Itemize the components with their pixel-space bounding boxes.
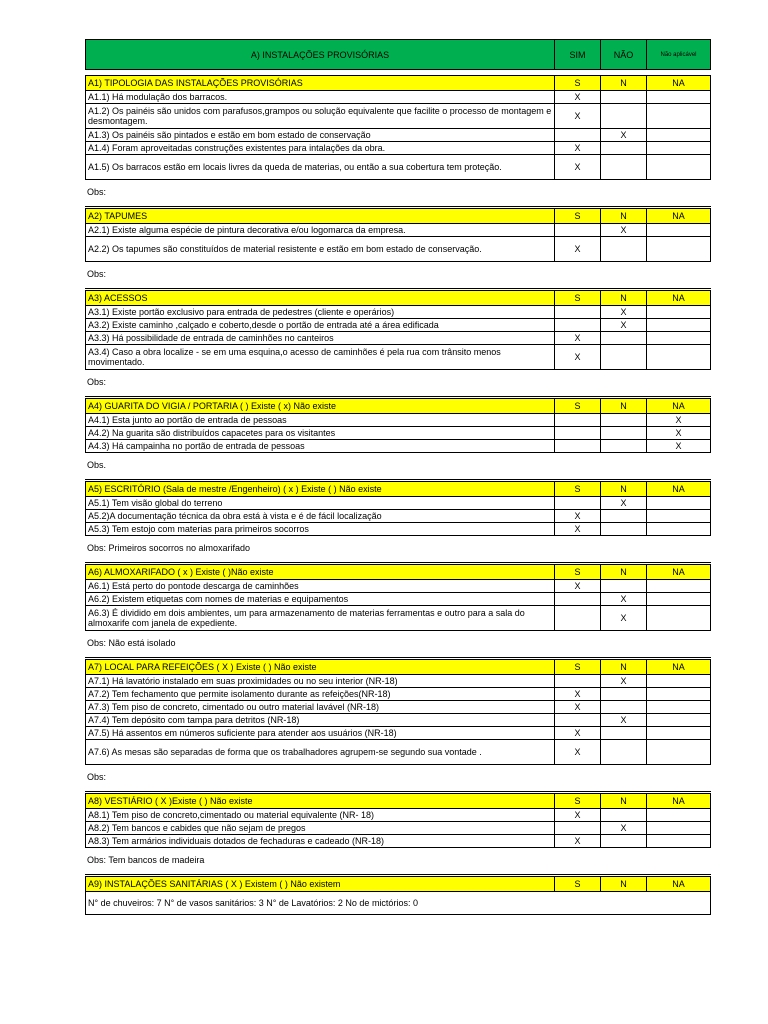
checklist-item-text: A1.4) Foram aproveitadas construções existentes para intalações da obra. (86, 142, 555, 155)
section-title: A8) VESTIÁRIO ( X )Existe ( ) Não existe (86, 793, 555, 809)
checklist-item-text: A3.4) Caso a obra localize - se em uma esquina,o acesso de caminhões é pela rua com trânsito menos movimentado. (86, 345, 555, 370)
mark-cell-n[interactable]: X (601, 593, 647, 606)
mark-cell-s[interactable]: X (555, 510, 601, 523)
mark-cell-n[interactable] (601, 440, 647, 453)
mark-cell-na[interactable] (647, 104, 711, 129)
mark-cell-s[interactable] (555, 224, 601, 237)
mark-cell-s[interactable] (555, 427, 601, 440)
mark-cell-s[interactable] (555, 129, 601, 142)
mark-cell-s[interactable]: X (555, 701, 601, 714)
checklist-item-text: A4.1) Esta junto ao portão de entrada de pessoas (86, 414, 555, 427)
mark-cell-s[interactable]: X (555, 237, 601, 262)
mark-cell-s[interactable]: X (555, 727, 601, 740)
mark-cell-n[interactable]: X (601, 606, 647, 631)
section-col-na: NA (647, 659, 711, 675)
section-col-s: S (555, 290, 601, 306)
mark-cell-s[interactable] (555, 606, 601, 631)
checklist-item-text: A5.1) Tem visão global do terreno (86, 497, 555, 510)
checklist-row (86, 727, 711, 740)
main-header-na: Não aplicável (647, 40, 711, 70)
checklist-item-text: A4.3) Há campainha no portão de entrada de pessoas (86, 440, 555, 453)
obs-note: Obs: (87, 269, 107, 279)
mark-cell-n[interactable] (601, 809, 647, 822)
checklist-item-text: A6.1) Está perto do pontode descarga de caminhões (86, 580, 555, 593)
checklist-row (86, 104, 711, 129)
mark-cell-s[interactable] (555, 497, 601, 510)
section-col-na: NA (647, 290, 711, 306)
checklist-row (86, 580, 711, 593)
mark-cell-s[interactable]: X (555, 835, 601, 848)
section-title: A3) ACESSOS (86, 290, 555, 306)
obs-note: Obs: (87, 187, 107, 197)
mark-cell-na[interactable] (647, 835, 711, 848)
mark-cell-na[interactable] (647, 237, 711, 262)
mark-cell-s[interactable]: X (555, 809, 601, 822)
mark-cell-n[interactable] (601, 345, 647, 370)
mark-cell-n[interactable] (601, 104, 647, 129)
checklist-item-text: A6.3) É dividido em dois ambientes, um para armazenamento de materias ferramentas e outro para a sala do almoxarife com janela de expediente. (86, 606, 555, 631)
checklist-row (86, 714, 711, 727)
section-header-row (86, 564, 711, 580)
main-header-nao: NÃO (601, 40, 647, 70)
section-col-n: N (601, 481, 647, 497)
section-col-na: NA (647, 793, 711, 809)
mark-cell-n[interactable] (601, 427, 647, 440)
section-table (85, 479, 711, 536)
section-header-row (86, 793, 711, 809)
mark-cell-na[interactable] (647, 155, 711, 180)
mark-cell-s[interactable]: X (555, 688, 601, 701)
section-col-na: NA (647, 876, 711, 892)
mark-cell-na[interactable] (647, 523, 711, 536)
section-col-n: N (601, 208, 647, 224)
checklist-row (86, 510, 711, 523)
checklist-item-text: A5.3) Tem estojo com materias para primeiros socorros (86, 523, 555, 536)
mark-cell-na[interactable]: X (647, 440, 711, 453)
section-title: A5) ESCRITÓRIO (Sala de mestre /Engenheiro) ( x ) Existe ( ) Não existe (86, 481, 555, 497)
mark-cell-na[interactable] (647, 142, 711, 155)
mark-cell-s[interactable] (555, 675, 601, 688)
section-col-na: NA (647, 564, 711, 580)
main-header-title: A) INSTALAÇÕES PROVISÓRIAS (86, 40, 555, 70)
mark-cell-s[interactable] (555, 714, 601, 727)
mark-cell-n[interactable] (601, 332, 647, 345)
checklist-row (86, 129, 711, 142)
mark-cell-s[interactable]: X (555, 142, 601, 155)
checklist-item-text: A7.4) Tem depósito com tampa para detritos (NR-18) (86, 714, 555, 727)
checklist-sheet (85, 39, 710, 915)
section-col-n: N (601, 659, 647, 675)
checklist-row (86, 688, 711, 701)
section-table (85, 562, 711, 631)
section-title: A4) GUARITA DO VIGIA / PORTARIA ( ) Existe ( x) Não existe (86, 398, 555, 414)
section-col-na: NA (647, 208, 711, 224)
checklist-item-text: A3.1) Existe portão exclusivo para entrada de pedestres (cliente e operários) (86, 306, 555, 319)
mark-cell-na[interactable] (647, 809, 711, 822)
section-col-n: N (601, 793, 647, 809)
mark-cell-na[interactable] (647, 580, 711, 593)
checklist-item-text: A8.1) Tem piso de concreto,cimentado ou material equivalente (NR- 18) (86, 809, 555, 822)
obs-note: Obs: Primeiros socorros no almoxarifado (87, 543, 251, 553)
section-title: A2) TAPUMES (86, 208, 555, 224)
checklist-row (86, 440, 711, 453)
mark-cell-na[interactable] (647, 345, 711, 370)
checklist-row (86, 497, 711, 510)
checklist-row (86, 427, 711, 440)
section-header-row (86, 76, 711, 91)
mark-cell-n[interactable] (601, 510, 647, 523)
mark-cell-na[interactable] (647, 497, 711, 510)
checklist-row (86, 91, 711, 104)
mark-cell-n[interactable] (601, 91, 647, 104)
checklist-item-text: A3.3) Há possibilidade de entrada de caminhões no canteiros (86, 332, 555, 345)
mark-cell-na[interactable] (647, 306, 711, 319)
checklist-item-text: A1.1) Há modulação dos barracos. (86, 91, 555, 104)
section-col-s: S (555, 564, 601, 580)
section-header-row (86, 876, 711, 892)
main-header-table (85, 39, 711, 70)
section-col-na: NA (647, 76, 711, 91)
checklist-row (86, 155, 711, 180)
section-col-s: S (555, 793, 601, 809)
section-header-row (86, 481, 711, 497)
section-col-n: N (601, 290, 647, 306)
obs-note: Obs: (87, 377, 107, 387)
obs-note: Obs: Não está isolado (87, 638, 176, 648)
checklist-row (86, 306, 711, 319)
checklist-item-text: A2.2) Os tapumes são constituídos de material resistente e estão em bom estado de conservação. (86, 237, 555, 262)
section-title: A1) TIPOLOGIA DAS INSTALAÇÕES PROVISÓRIAS (86, 76, 555, 91)
checklist-item-text: A2.1) Existe alguma espécie de pintura decorativa e/ou logomarca da empresa. (86, 224, 555, 237)
mark-cell-na[interactable] (647, 129, 711, 142)
mark-cell-n[interactable] (601, 523, 647, 536)
checklist-item-text: A3.2) Existe caminho ,calçado e coberto,desde o portão de entrada até a área edificada (86, 319, 555, 332)
section-table (85, 396, 711, 453)
section-table (85, 288, 711, 370)
mark-cell-n[interactable]: X (601, 675, 647, 688)
main-header-sim: SIM (555, 40, 601, 70)
mark-cell-na[interactable] (647, 701, 711, 714)
section-title: A7) LOCAL PARA REFEIÇÕES ( X ) Existe ( ) Não existe (86, 659, 555, 675)
mark-cell-n[interactable] (601, 701, 647, 714)
checklist-item-text: A4.2) Na guarita são distribuídos capacetes para os visitantes (86, 427, 555, 440)
section-header-row (86, 208, 711, 224)
mark-cell-n[interactable] (601, 580, 647, 593)
checklist-item-text: A7.5) Há assentos em números suficiente para atender aos usuários (NR-18) (86, 727, 555, 740)
mark-cell-s[interactable]: X (555, 155, 601, 180)
mark-cell-s[interactable]: X (555, 104, 601, 129)
checklist-row (86, 593, 711, 606)
mark-cell-s[interactable]: X (555, 580, 601, 593)
mark-cell-n[interactable]: X (601, 497, 647, 510)
mark-cell-s[interactable] (555, 414, 601, 427)
section-title: A9) INSTALAÇÕES SANITÁRIAS ( X ) Existem ( ) Não existem (86, 876, 555, 892)
checklist-row (86, 606, 711, 631)
mark-cell-na[interactable] (647, 319, 711, 332)
section-table (85, 874, 711, 915)
mark-cell-na[interactable] (647, 727, 711, 740)
mark-cell-s[interactable]: X (555, 740, 601, 765)
mark-cell-n[interactable]: X (601, 319, 647, 332)
mark-cell-n[interactable]: X (601, 822, 647, 835)
mark-cell-n[interactable]: X (601, 129, 647, 142)
section-col-s: S (555, 398, 601, 414)
section-col-n: N (601, 76, 647, 91)
mark-cell-s[interactable] (555, 593, 601, 606)
section-header-row (86, 659, 711, 675)
mark-cell-na[interactable] (647, 740, 711, 765)
sections-container (85, 70, 710, 915)
checklist-row (86, 740, 711, 765)
obs-note: Obs: Tem bancos de madeira (87, 855, 205, 865)
section-table (85, 657, 711, 765)
checklist-item-text: A7.1) Há lavatório instalado em suas proximidades ou no seu interior (NR-18) (86, 675, 555, 688)
mark-cell-n[interactable] (601, 835, 647, 848)
mark-cell-na[interactable]: X (647, 427, 711, 440)
obs-note: Obs. (87, 460, 107, 470)
section-table (85, 206, 711, 262)
section-col-na: NA (647, 398, 711, 414)
mark-cell-s[interactable]: X (555, 332, 601, 345)
mark-cell-na[interactable] (647, 606, 711, 631)
mark-cell-s[interactable]: X (555, 345, 601, 370)
section-col-na: NA (647, 481, 711, 497)
section-col-s: S (555, 76, 601, 91)
checklist-item-text: A5.2)A documentação técnica da obra está à vista e é de fácil localização (86, 510, 555, 523)
mark-cell-n[interactable] (601, 740, 647, 765)
checklist-row (86, 345, 711, 370)
checklist-row (86, 414, 711, 427)
section-col-s: S (555, 876, 601, 892)
mark-cell-n[interactable] (601, 414, 647, 427)
section-col-s: S (555, 659, 601, 675)
checklist-row (86, 675, 711, 688)
checklist-row (86, 835, 711, 848)
section-table (85, 75, 711, 180)
mark-cell-n[interactable] (601, 688, 647, 701)
checklist-item-text: A1.5) Os barracos estão em locais livres da queda de materias, ou então a sua cobertura tem proteção. (86, 155, 555, 180)
mark-cell-na[interactable] (647, 822, 711, 835)
checklist-row (86, 319, 711, 332)
section-col-s: S (555, 481, 601, 497)
counts-row (86, 892, 711, 915)
mark-cell-n[interactable] (601, 727, 647, 740)
checklist-item-text: A6.2) Existem etiquetas com nomes de materias e equipamentos (86, 593, 555, 606)
section-header-row (86, 398, 711, 414)
obs-note: Obs: (87, 772, 107, 782)
checklist-row (86, 142, 711, 155)
checklist-row (86, 809, 711, 822)
checklist-row (86, 701, 711, 714)
checklist-row (86, 237, 711, 262)
mark-cell-n[interactable]: X (601, 224, 647, 237)
mark-cell-na[interactable] (647, 593, 711, 606)
mark-cell-s[interactable] (555, 306, 601, 319)
mark-cell-na[interactable] (647, 688, 711, 701)
mark-cell-s[interactable] (555, 319, 601, 332)
fixture-counts: N° de chuveiros: 7 N° de vasos sanitários: 3 N° de Lavatórios: 2 No de mictórios: 0 (86, 892, 711, 915)
mark-cell-n[interactable] (601, 155, 647, 180)
section-col-n: N (601, 876, 647, 892)
mark-cell-n[interactable]: X (601, 306, 647, 319)
section-table (85, 791, 711, 848)
section-title: A6) ALMOXARIFADO ( x ) Existe ( )Não existe (86, 564, 555, 580)
checklist-row (86, 523, 711, 536)
checklist-item-text: A7.3) Tem piso de concreto, cimentado ou outro material lavável (NR-18) (86, 701, 555, 714)
mark-cell-n[interactable] (601, 237, 647, 262)
section-col-n: N (601, 398, 647, 414)
mark-cell-s[interactable]: X (555, 523, 601, 536)
mark-cell-na[interactable] (647, 91, 711, 104)
mark-cell-na[interactable]: X (647, 414, 711, 427)
mark-cell-s[interactable] (555, 822, 601, 835)
checklist-item-text: A7.6) As mesas são separadas de forma que os trabalhadores agrupem-se segundo sua vontade . (86, 740, 555, 765)
checklist-item-text: A7.2) Tem fechamento que permite isolamento durante as refeições(NR-18) (86, 688, 555, 701)
checklist-row (86, 332, 711, 345)
mark-cell-na[interactable] (647, 224, 711, 237)
section-header-row (86, 290, 711, 306)
mark-cell-n[interactable] (601, 142, 647, 155)
mark-cell-na[interactable] (647, 714, 711, 727)
mark-cell-na[interactable] (647, 675, 711, 688)
section-col-s: S (555, 208, 601, 224)
checklist-item-text: A1.3) Os painéis são pintados e estão em bom estado de conservação (86, 129, 555, 142)
checklist-row (86, 224, 711, 237)
mark-cell-n[interactable]: X (601, 714, 647, 727)
mark-cell-na[interactable] (647, 332, 711, 345)
checklist-row (86, 822, 711, 835)
mark-cell-s[interactable]: X (555, 91, 601, 104)
checklist-item-text: A8.3) Tem armários individuais dotados de fechaduras e cadeado (NR-18) (86, 835, 555, 848)
checklist-item-text: A8.2) Tem bancos e cabides que não sejam de pregos (86, 822, 555, 835)
checklist-item-text: A1.2) Os painéis são unidos com parafusos,grampos ou solução equivalente que facilite o processo de montagem e desmontagem. (86, 104, 555, 129)
mark-cell-s[interactable] (555, 440, 601, 453)
mark-cell-na[interactable] (647, 510, 711, 523)
section-col-n: N (601, 564, 647, 580)
